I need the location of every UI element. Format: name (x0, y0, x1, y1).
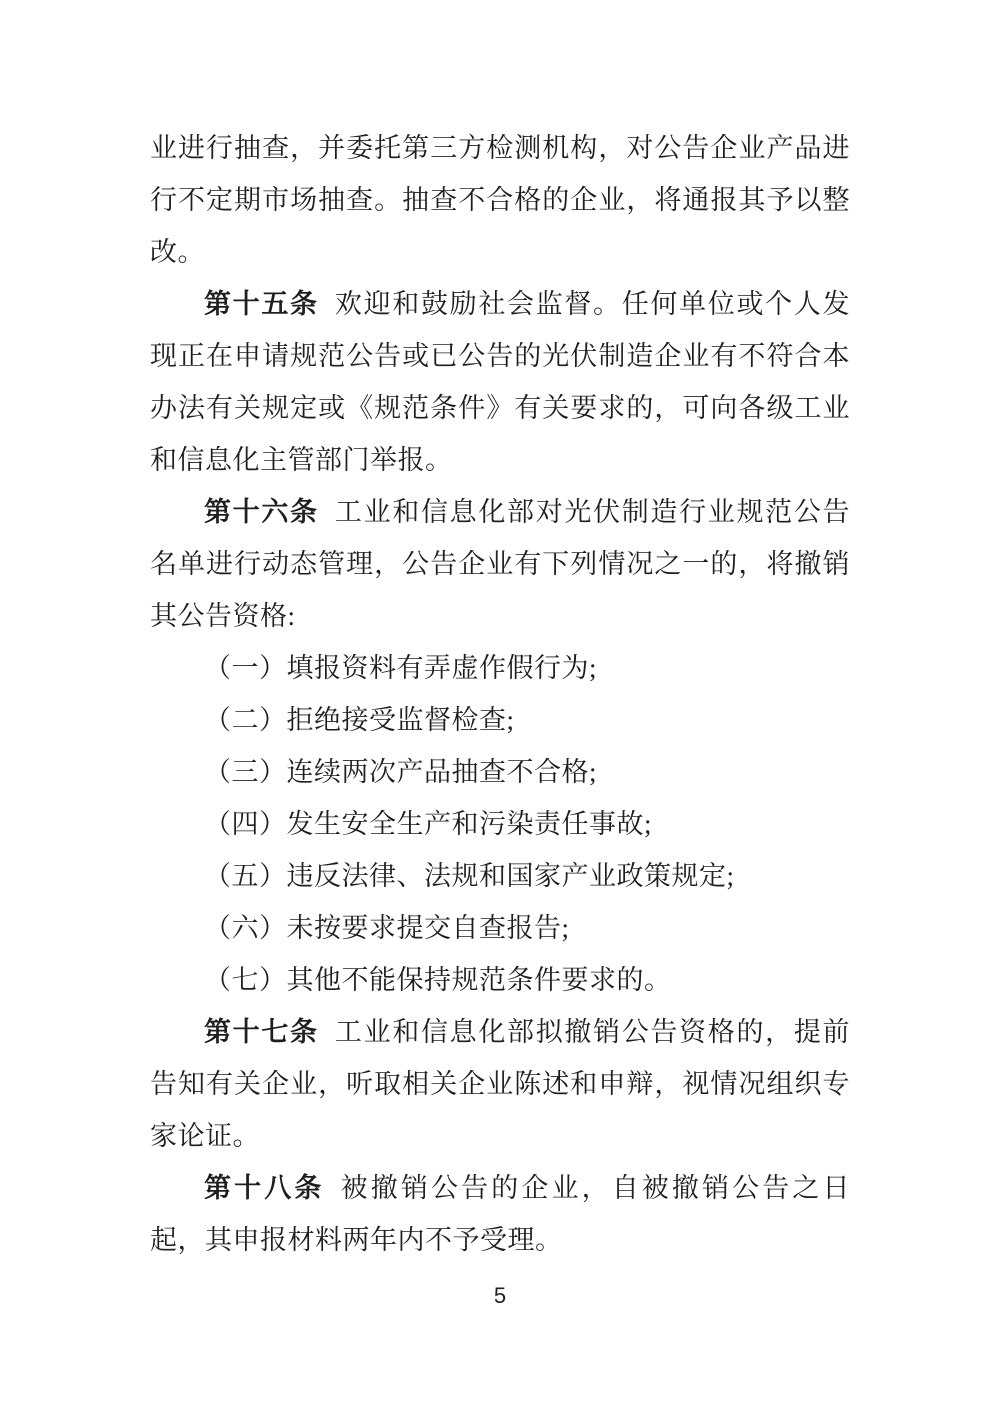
list-item-text: （三）连续两次产品抽查不合格; (204, 757, 598, 787)
page-number: 5 (493, 1283, 507, 1308)
article-number: 第十五条 (204, 289, 319, 319)
paragraph-text: 欢迎和鼓励社会监督。任何单位或个人发现正在申请规范公告或已公告的光伏制造企业有不符合本办法有关规定或《规范条件》有关要求的，可向各级工业和信息化主管部门举报。 (150, 289, 851, 475)
list-item-6 (150, 902, 850, 954)
paragraph-article-16 (150, 486, 850, 642)
paragraph-text: 被撤销公告的企业，自被撤销公告之日起，其申报材料两年内不予受理。 (150, 1173, 851, 1255)
list-item-7 (150, 954, 850, 1006)
list-item-text: （七）其他不能保持规范条件要求的。 (204, 965, 672, 995)
list-item-4 (150, 798, 850, 850)
list-item-text: （二）拒绝接受监督检查; (204, 705, 515, 735)
list-item-5 (150, 850, 850, 902)
article-number: 第十七条 (204, 1017, 319, 1047)
paragraph-text: 工业和信息化部拟撤销公告资格的，提前告知有关企业，听取相关企业陈述和申辩，视情况组织专家论证。 (150, 1017, 851, 1151)
paragraph-text: 工业和信息化部对光伏制造行业规范公告名单进行动态管理，公告企业有下列情况之一的，将撤销其公告资格: (150, 497, 851, 631)
list-item-3 (150, 746, 850, 798)
list-item-1 (150, 642, 850, 694)
list-item-text: （五）违反法律、法规和国家产业政策规定; (204, 861, 735, 891)
paragraph-article-15 (150, 278, 850, 486)
paragraph-text: 业进行抽查，并委托第三方检测机构，对公告企业产品进行不定期市场抽查。抽查不合格的企业，将通报其予以整改。 (150, 133, 850, 267)
document-body (150, 122, 850, 1266)
article-number: 第十八条 (204, 1173, 325, 1203)
list-item-text: （四）发生安全生产和污染责任事故; (204, 809, 653, 839)
paragraph-article-17 (150, 1006, 850, 1162)
list-item-text: （一）填报资料有弄虚作假行为; (204, 653, 598, 683)
paragraph-article-18 (150, 1162, 850, 1266)
list-item-text: （六）未按要求提交自查报告; (204, 913, 570, 943)
list-item-2 (150, 694, 850, 746)
paragraph-continuation (150, 122, 850, 278)
article-number: 第十六条 (204, 497, 319, 527)
